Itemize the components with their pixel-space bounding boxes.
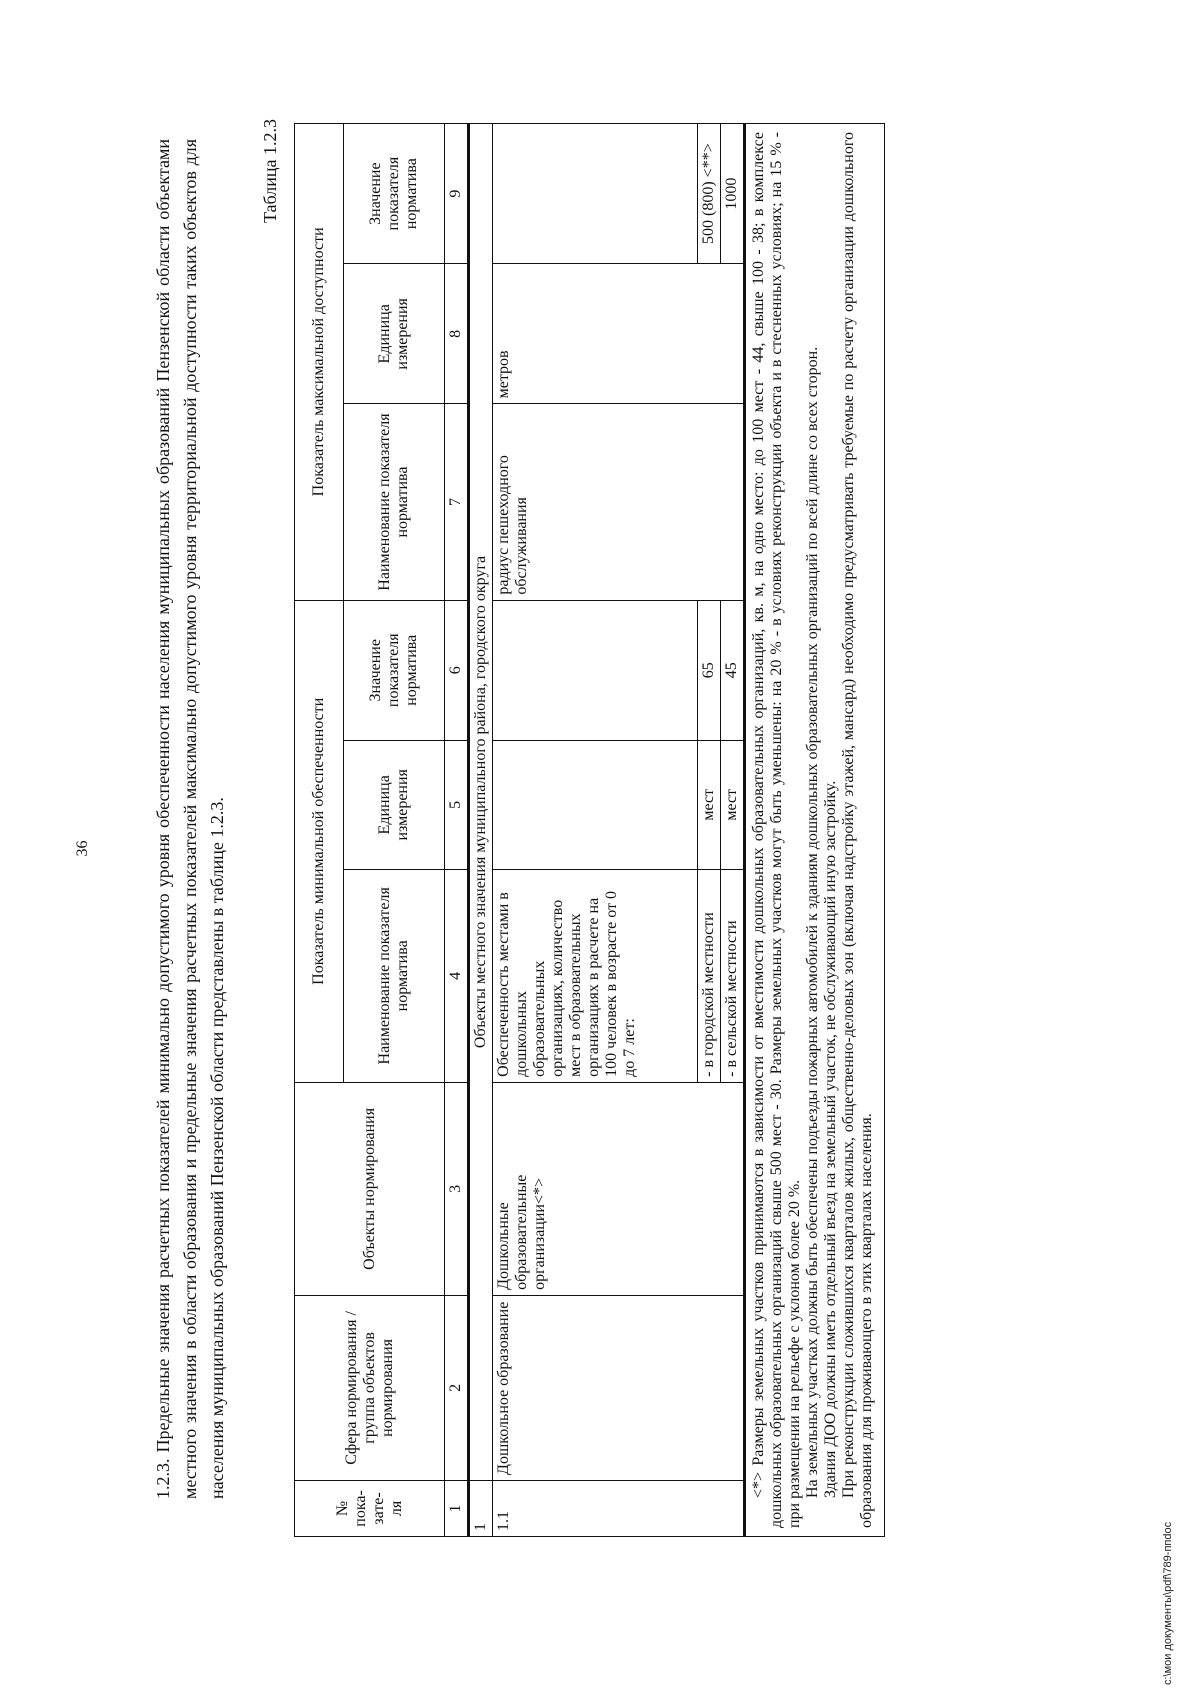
row-value-empty <box>493 600 698 740</box>
col-number: 5 <box>445 740 469 869</box>
header-min-group: Показатель минимальной обеспеченности <box>295 600 344 1082</box>
rural-label: - в сельской местности <box>721 869 745 1082</box>
norms-table <box>294 123 885 1537</box>
header-unit-max: Единица измерения <box>344 264 445 404</box>
urban-value: 65 <box>698 600 721 740</box>
page-number: 36 <box>74 840 91 857</box>
header-value-max: Значение показателя норматива <box>344 124 445 264</box>
header-unit-min: Единица измерения <box>344 740 445 869</box>
column-number-row <box>445 124 469 1537</box>
header-value-min: Значение показателя норматива <box>344 600 445 740</box>
col-number: 6 <box>445 600 469 740</box>
urban-unit: мест <box>698 740 721 869</box>
header-objects: Объекты нормирования <box>295 1082 445 1295</box>
header-max-group: Показатель максимальной доступности <box>295 124 344 601</box>
note-asterisk: <*> Размеры земельных участков принимаются в зависимости от вместимости дошкольных образовательных организаций, кв. м, на одно место: до 100 мест - 44, свыше 100 - 38; в комплексе дошкольных образовательных организаций свыше 500 мест - 30. Размеры земельных участков могут быть уменьшены: на 20 % - в условиях реконструкции объекта и в стесненных условиях; на 15 % - при размещении на рельефе с уклоном более 20 %. <box>750 132 803 1528</box>
header-row-1 <box>295 124 344 1537</box>
row-indicator-max: радиус пешеходного обслуживания <box>493 404 745 600</box>
section-row <box>469 124 493 1537</box>
row-sphere: Дошкольное образование <box>493 1295 745 1480</box>
section-number: 1 <box>469 1480 493 1536</box>
col-number: 1 <box>445 1480 469 1536</box>
rural-unit: мест <box>721 740 745 869</box>
rural-max-value: 1000 <box>721 124 745 264</box>
row-object: Дошкольные образовательные организации<*> <box>493 1082 745 1295</box>
row-unit-empty <box>493 740 698 869</box>
row-number: 1.1 <box>493 1480 745 1536</box>
col-number: 4 <box>445 869 469 1082</box>
note-fire-access: На земельных участках должны быть обеспечены подъезды пожарных автомобилей к зданиям дошкольных образовательных организаций по всей длине со всех сторон. <box>804 346 821 1498</box>
row-unit-max: метров <box>493 264 745 404</box>
row-maxvalue-empty <box>493 124 698 264</box>
header-num: № пока-зате-ля <box>295 1480 445 1536</box>
col-number: 9 <box>445 124 469 264</box>
notes-row <box>745 124 885 1537</box>
data-row-main <box>493 124 698 1537</box>
note-reconstruction: При реконструкции сложившихся кварталов жилых, общественно-деловых зон (включая надстройку этажей, мансард) необходимо предусматривать требуемые по расчету организации дошкольного образования для проживающего в этих кварталах населения. <box>840 132 875 1528</box>
file-path-footer: c:\мои документы\pdf\789-ппdoc <box>1162 1521 1174 1685</box>
col-number: 2 <box>445 1295 469 1480</box>
notes-cell <box>745 124 885 1537</box>
header-sphere: Сфера нормирования / группа объектов нормирования <box>295 1295 445 1480</box>
urban-label: - в городской местности <box>698 869 721 1082</box>
note-entrance: Здания ДОО должны иметь отдельный въезд на земельный участок, не обслуживающий иную застройку. <box>822 780 839 1498</box>
section-title: Объекты местного значения муниципального района, городского округа <box>469 124 493 1481</box>
header-name-max: Наименование показателя норматива <box>344 404 445 600</box>
table-caption: Таблица 1.2.3 <box>260 119 280 223</box>
urban-max-value: 500 (800) <**> <box>698 124 721 264</box>
col-number: 7 <box>445 404 469 600</box>
row-indicator: Обеспеченность местами в дошкольных образовательных организациях, количество мест в образовательных организациях в расчете на 100 человек в возрасте от 0 до 7 лет: <box>493 869 698 1082</box>
col-number: 3 <box>445 1082 469 1295</box>
col-number: 8 <box>445 264 469 404</box>
rural-value: 45 <box>721 600 745 740</box>
intro-paragraph: 1.2.3. Предельные значения расчетных показателей минимально допустимого уровня обеспеченности населения муниципальных образований Пензенской области объектами местного значения в области образования и предельные значения расчетных показателей максимально допустимого уровня территориальной доступности таких объектов для населения муниципальных образований Пензенской области представлены в таблице 1.2.3. <box>153 139 227 1499</box>
header-name-min: Наименование показателя норматива <box>344 869 445 1082</box>
